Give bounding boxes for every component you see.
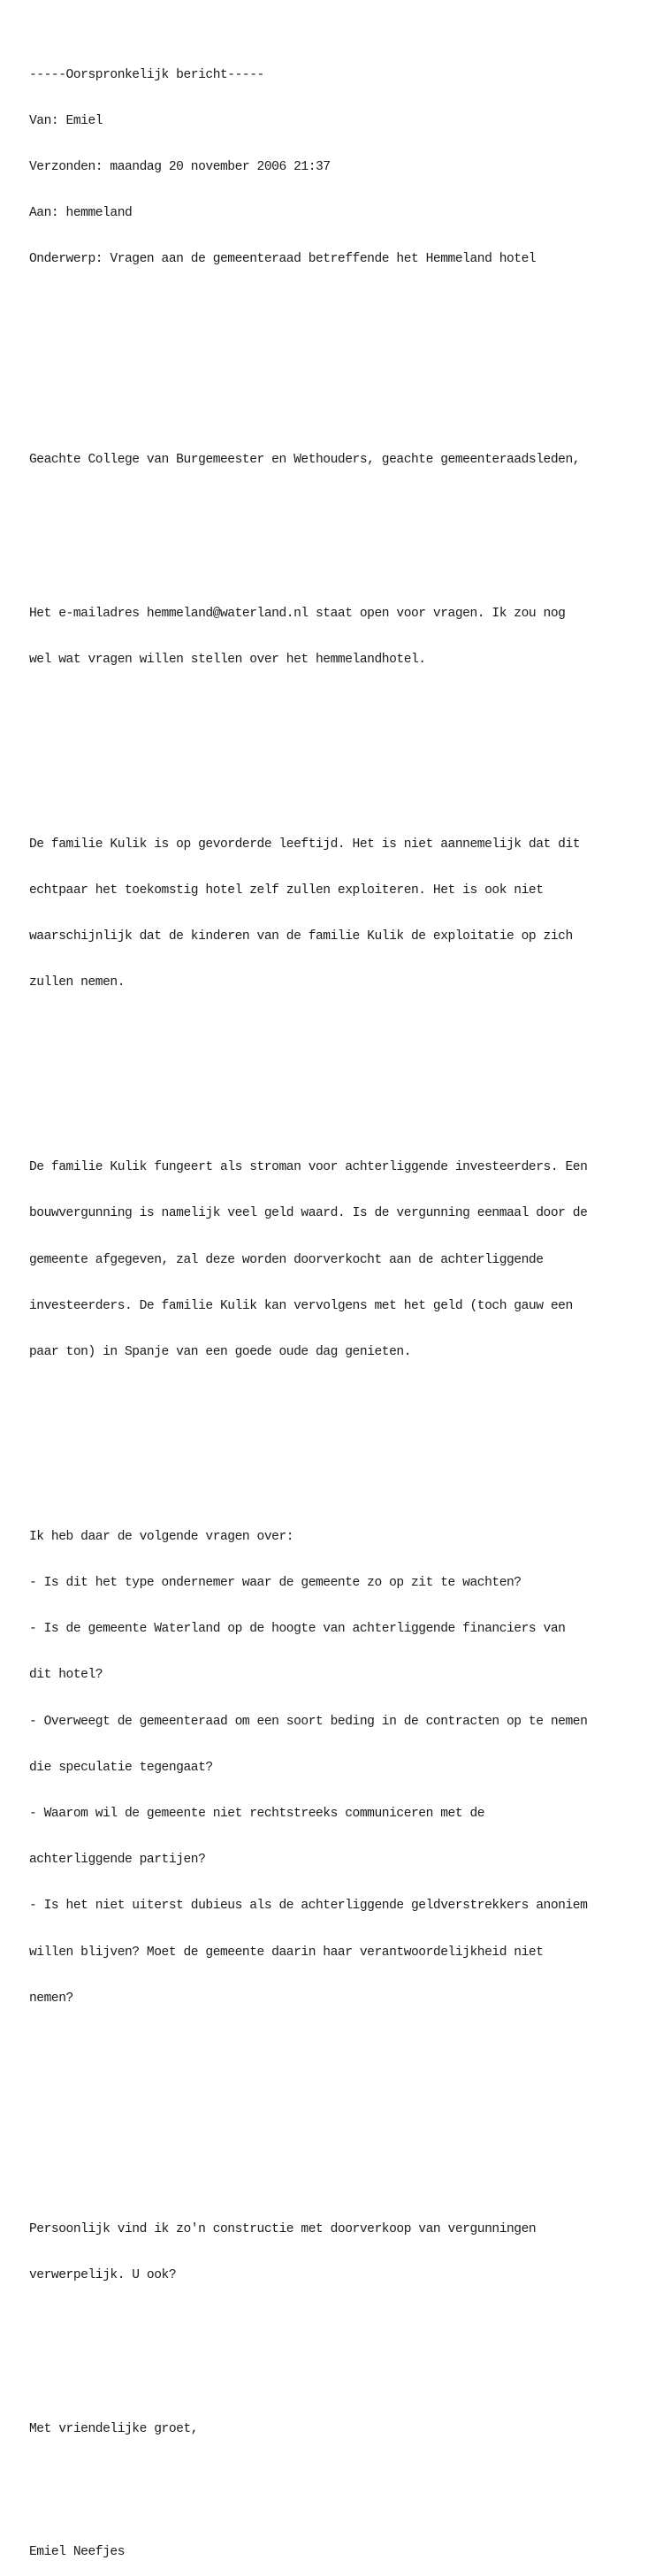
spacer (29, 345, 659, 360)
paragraph-line: zullen nemen. (29, 975, 125, 990)
spacer (29, 2130, 659, 2145)
paragraph-opinion (29, 2191, 659, 2314)
question-line: - Is dit het type ondernemer waar de gemeente zo op zit te wachten? (29, 1576, 522, 1591)
paragraph-line: echtpaar het toekomstig hotel zelf zullen exploiteren. Het is ook niet (29, 883, 544, 898)
spacer (29, 745, 659, 760)
questions-intro: Ik heb daar de volgende vragen over: (29, 1529, 294, 1544)
spacer (29, 2361, 659, 2376)
signature: Emiel Neefjes (29, 2545, 125, 2560)
paragraph-line: gemeente afgegeven, zal deze worden doorverkocht aan de achterliggende (29, 1252, 544, 1267)
spacer (29, 514, 659, 529)
paragraph-investors (29, 1129, 659, 1391)
paragraph-line: Persoonlijk vind ik zo'n constructie met doorverkoop van vergunningen (29, 2221, 537, 2236)
header-sent: Verzonden: maandag 20 november 2006 21:37 (29, 160, 331, 175)
question-line: nemen? (29, 1991, 73, 2006)
paragraph-line: investeerders. De familie Kulik kan vervolgens met het geld (toch gauw een (29, 1298, 573, 1313)
question-line: achterliggende partijen? (29, 1853, 206, 1868)
header-separator: -----Oorspronkelijk bericht----- (29, 67, 264, 82)
email-message (29, 6, 659, 2576)
header-subject: Onderwerp: Vragen aan de gemeenteraad betreffende het Hemmeland hotel (29, 252, 537, 267)
question-line: - Is het niet uiterst dubieus als de achterliggende geldverstrekkers anoniem (29, 1899, 588, 1914)
question-line: - Overweegt de gemeenteraad om een soort beding in de contracten op te nemen (29, 1714, 588, 1729)
paragraph-line: De familie Kulik is op gevorderde leeftijd. Het is niet aannemelijk dat dit (29, 837, 581, 852)
spacer (29, 391, 659, 406)
email-header (29, 37, 659, 299)
paragraph-line: bouwvergunning is namelijk veel geld waard. Is de vergunning eenmaal door de (29, 1206, 588, 1221)
question-line: - Waarom wil de gemeente niet rechtstreeks communiceren met de (29, 1807, 485, 1822)
salutation: Geachte College van Burgemeester en Wethouders, geachte gemeenteraadsleden, (29, 452, 581, 467)
question-line: - Is de gemeente Waterland op de hoogte van achterliggende financiers van (29, 1622, 566, 1637)
header-from: Van: Emiel (29, 113, 103, 128)
header-to: Aan: hemmeland (29, 206, 133, 221)
spacer (29, 2484, 659, 2499)
paragraph-intro (29, 576, 659, 699)
spacer (29, 1068, 659, 1083)
paragraph-line: paar ton) in Spanje van een goede oude dag genieten. (29, 1345, 411, 1360)
paragraph-age (29, 806, 659, 1022)
questions-list (29, 1499, 659, 2037)
paragraph-line: verwerpelijk. U ook? (29, 2268, 177, 2283)
question-line: die speculatie tegengaat? (29, 1760, 213, 1775)
spacer (29, 2083, 659, 2098)
question-line: willen blijven? Moet de gemeente daarin haar verantwoordelijkheid niet (29, 1945, 544, 1960)
paragraph-line: waarschijnlijk dat de kinderen van de familie Kulik de exploitatie op zich (29, 929, 573, 944)
question-line: dit hotel? (29, 1668, 103, 1683)
paragraph-line: Het e-mailadres hemmeland@waterland.nl staat open voor vragen. Ik zou nog (29, 606, 566, 621)
paragraph-line: wel wat vragen willen stellen over het hemmelandhotel. (29, 652, 426, 667)
closing: Met vriendelijke groet, (29, 2422, 199, 2437)
paragraph-line: De familie Kulik fungeert als stroman voor achterliggende investeerders. Een (29, 1160, 588, 1175)
spacer (29, 1437, 659, 1452)
